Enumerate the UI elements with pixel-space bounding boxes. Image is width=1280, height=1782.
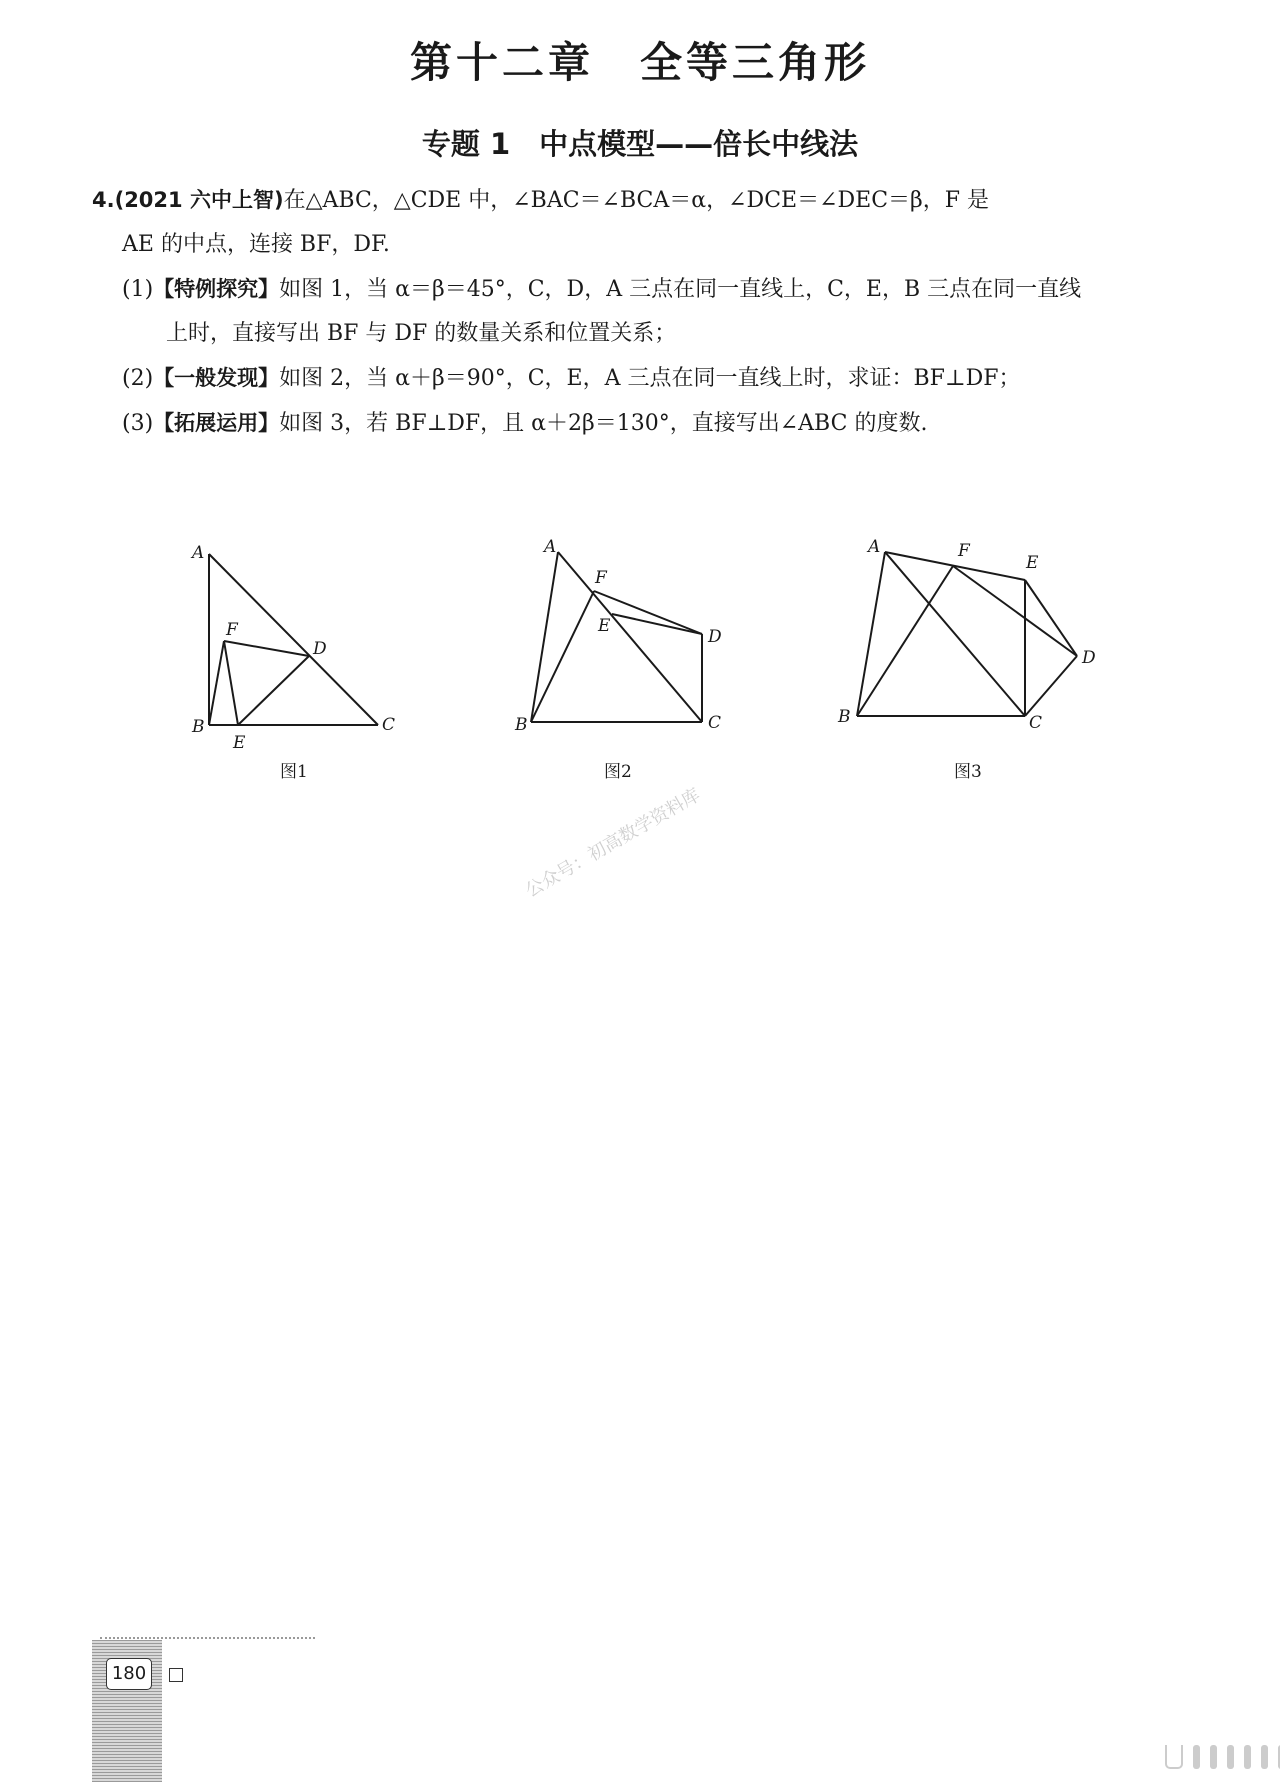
q2-tag: 【一般发现】 bbox=[153, 366, 280, 390]
fig3-point-c: C bbox=[1029, 713, 1043, 733]
problem-number: 4. bbox=[92, 188, 115, 212]
fig1-point-e: E bbox=[233, 733, 246, 753]
fig2-point-b: B bbox=[515, 715, 528, 735]
footer-dotted-rule bbox=[100, 1637, 315, 1639]
question-1-cont: 上时，直接写出 BF 与 DF 的数量关系和位置关系； bbox=[166, 321, 677, 346]
fig3-point-f: F bbox=[958, 541, 970, 561]
toolbar-cap-icon bbox=[1165, 1745, 1183, 1769]
fig1-point-d: D bbox=[313, 639, 327, 659]
figure-3 bbox=[830, 530, 1110, 782]
fig2-point-d: D bbox=[708, 627, 722, 647]
scan-toolbar bbox=[1165, 1742, 1280, 1772]
q3-text: 如图 3，若 BF⊥DF，且 α＋2β＝130°，直接写出∠ABC 的度数. bbox=[279, 411, 928, 436]
figure-1-caption: 图1 bbox=[280, 762, 308, 782]
fig2-point-f: F bbox=[595, 568, 607, 588]
fig3-point-e: E bbox=[1026, 553, 1039, 573]
section-title: 专题 1 中点模型——倍长中线法 bbox=[421, 127, 859, 161]
fig2-point-a: A bbox=[544, 537, 557, 557]
toolbar-bar-icon bbox=[1261, 1745, 1268, 1769]
q2-text: 如图 2，当 α＋β＝90°，C，E，A 三点在同一直线上时，求证：BF⊥DF； bbox=[279, 366, 1021, 391]
q1-number: (1) bbox=[122, 277, 154, 302]
q2-number: (2) bbox=[122, 366, 154, 391]
toolbar-bar-icon bbox=[1193, 1745, 1200, 1769]
problem-stem-cont: AE 的中点，连接 BF，DF. bbox=[122, 232, 390, 257]
fig1-point-b: B bbox=[192, 717, 205, 737]
question-3 bbox=[92, 401, 1202, 446]
q1-tag: 【特例探究】 bbox=[153, 277, 280, 301]
page-box-icon bbox=[169, 1668, 183, 1682]
figure-2-caption: 图2 bbox=[604, 762, 632, 782]
figure-2 bbox=[500, 530, 740, 782]
q1-text: 如图 1，当 α＝β＝45°，C，D，A 三点在同一直线上，C，E，B 三点在同一直线 bbox=[279, 277, 1082, 302]
figure-3-diagram bbox=[830, 530, 1110, 750]
fig2-point-e: E bbox=[598, 616, 611, 636]
toolbar-bar-icon bbox=[1210, 1745, 1217, 1769]
figure-1-diagram bbox=[180, 530, 420, 753]
fig1-point-a: A bbox=[192, 543, 205, 563]
fig1-point-c: C bbox=[382, 715, 396, 735]
fig1-point-f: F bbox=[226, 620, 238, 640]
page-number: 180 bbox=[106, 1658, 152, 1690]
toolbar-bar-icon bbox=[1244, 1745, 1251, 1769]
question-2 bbox=[92, 356, 1202, 401]
toolbar-bar-icon bbox=[1227, 1745, 1234, 1769]
figure-3-caption: 图3 bbox=[954, 762, 982, 782]
problem-source: (2021 六中上智) bbox=[114, 188, 284, 212]
fig3-point-b: B bbox=[838, 707, 851, 727]
question-1 bbox=[92, 267, 1202, 312]
watermark: 公众号：初高数学资料库 bbox=[522, 784, 704, 902]
figure-1 bbox=[180, 530, 420, 782]
fig3-point-d: D bbox=[1082, 648, 1096, 668]
q3-tag: 【拓展运用】 bbox=[153, 411, 280, 435]
fig3-point-a: A bbox=[868, 537, 881, 557]
chapter-title: 第十二章 全等三角形 bbox=[409, 38, 870, 87]
q3-number: (3) bbox=[122, 411, 154, 436]
fig2-point-c: C bbox=[708, 713, 722, 733]
problem-stem-text: 在△ABC，△CDE 中，∠BAC＝∠BCA＝α，∠DCE＝∠DEC＝β，F 是 bbox=[283, 188, 990, 213]
problem-stem bbox=[92, 178, 1202, 223]
figure-2-diagram bbox=[500, 530, 740, 750]
figures-row bbox=[0, 530, 1280, 790]
problem-4 bbox=[92, 178, 1202, 446]
